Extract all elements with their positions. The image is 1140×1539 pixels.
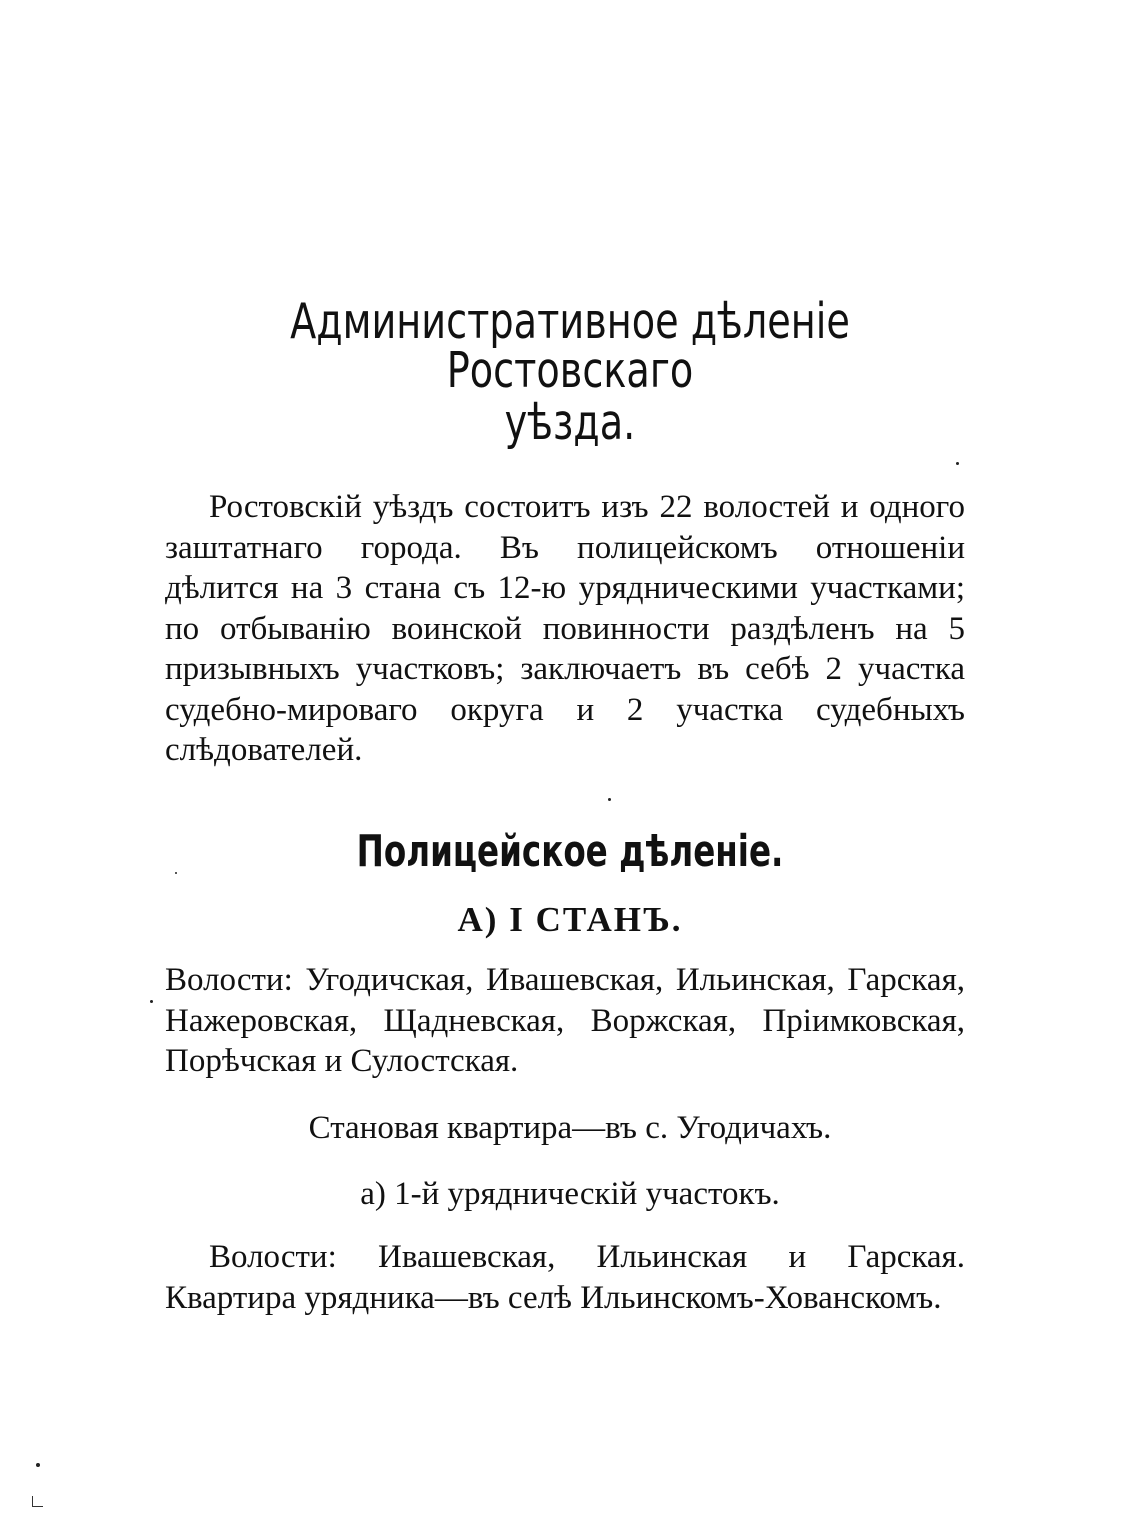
uchastok-paragraph: Волости: Ивашевская, Ильинская и Гарская. Квартира урядника—въ селѣ Ильинскомъ-Хованскомъ. [165, 1239, 965, 1316]
scan-speck [36, 1463, 40, 1467]
scan-speck [150, 1000, 153, 1003]
stan-title: А) I СТАНЪ. [457, 900, 683, 939]
document-title-line-1: Административное дѣленіе Ростовскаго [290, 293, 850, 399]
stan-volosti-paragraph: Волости: Угодичская, Ивашевская, Ильинская, Гарская, Нажеровская, Щадневская, Воржская, Пріимковская, Порѣчская и Сулостская. [165, 962, 965, 1079]
stan-kvartira-line: Становая квартира—въ с. Угодичахъ. [308, 1110, 832, 1146]
scan-speck [956, 462, 959, 465]
document-title-line-2: уѣзда. [504, 394, 636, 451]
scan-speck [175, 872, 177, 874]
uchastok-title: а) 1-й урядническій участокъ. [360, 1176, 780, 1212]
section-title: Полицейское дѣленіе. [356, 826, 784, 877]
intro-paragraph: Ростовскій уѣздъ состоитъ изъ 22 волостей и одного заштатнаго города. Въ полицейскомъ отношеніи дѣлится на 3 стана съ 12-ю урядническими участками; по отбыванію воинской повинности раздѣленъ на 5 призывныхъ участковъ; заключаетъ въ себѣ 2 участка судебно-мироваго округа и 2 участка судебныхъ слѣдователей. [165, 489, 965, 768]
scan-speck [608, 798, 611, 801]
corner-mark [32, 1496, 43, 1507]
